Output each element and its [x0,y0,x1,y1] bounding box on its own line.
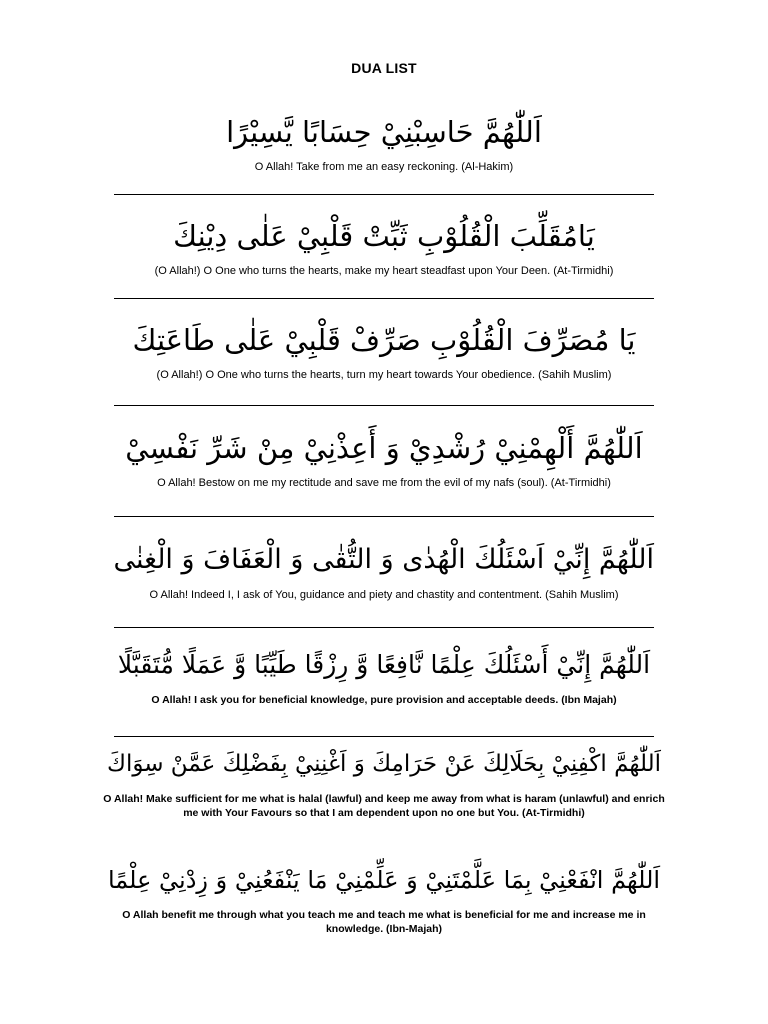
arabic-text: يَا مُصَرِّفَ الْقُلُوْبِ صَرِّفْ قَلْبِيْ عَلٰى طَاعَتِكَ [132,323,636,357]
arabic-text: اَللّٰهُمَّ اكْفِنِيْ بِحَلَالِكَ عَنْ حَرَامِكَ وَ اَغْنِنِيْ بِفَضْلِكَ عَمَّنْ سِوَاكَ [107,751,661,777]
translation-text: O Allah benefit me through what you teach me and teach me what is beneficial for me and increase me in knowledge. (Ibn-Majah) [122,909,646,935]
arabic-text: اَللّٰهُمَّ أَلْهِمْنِيْ رُشْدِيْ وَ أَعِذْنِيْ مِنْ شَرِّ نَفْسِيْ [125,431,643,465]
divider [114,736,654,737]
page-title: DUA LIST [351,60,417,76]
dua-item [114,320,654,382]
translation-text: (O Allah!) O One who turns the hearts, turn my heart towards Your obedience. (Sahih Muslim) [156,369,612,381]
translation-text: O Allah! Bestow on me my rectitude and save me from the evil of my nafs (soul). (At-Tirmidhi) [157,477,611,489]
dua-item [114,645,654,707]
divider [114,405,654,406]
translation-text: O Allah! Take from me an easy reckoning. (Al-Hakim) [254,161,514,173]
dua-item [114,428,654,490]
dua-item [114,216,654,278]
divider [114,298,654,299]
arabic-text: اَللّٰهُمَّ إِنِّيْ اَسْئَلُكَ الْهُدٰى وَ التُّقٰى وَ الْعَفَافَ وَ الْغِنٰى [113,544,654,575]
dua-item [100,860,668,936]
translation-text: O Allah! Indeed I, I ask of You, guidance and piety and chastity and contentment. (Sahih Muslim) [149,589,619,601]
translation-text: O Allah! I ask you for beneficial knowledge, pure provision and acceptable deeds. (Ibn Majah) [151,694,617,706]
translation-text: O Allah! Make sufficient for me what is halal (lawful) and keep me away from what is haram (unlawful) and enrich me with Your Favours so that I am dependent upon no one but You. (At-Tirmidhi) [103,793,665,819]
dua-item [100,744,668,820]
divider [114,194,654,195]
arabic-text: يَامُقَلِّبَ الْقُلُوْبِ ثَبِّتْ قَلْبِيْ عَلٰى دِيْنِكَ [173,219,595,253]
divider [114,627,654,628]
arabic-text: اَللّٰهُمَّ حَاسِبْنِيْ حِسَابًا يَّسِيْرًا [226,115,542,149]
dua-item [114,112,654,174]
divider [114,516,654,517]
arabic-text: اَللّٰهُمَّ إِنِّيْ أَسْئَلُكَ عِلْمًا نَّافِعًا وَّ رِزْقًا طَيِّبًا وَّ عَمَلًا مُّتَقَبَّلًا [117,650,651,679]
translation-text: (O Allah!) O One who turns the hearts, make my heart steadfast upon Your Deen. (At-Tirmidhi) [154,265,614,277]
dua-item [114,540,654,602]
arabic-text: اَللّٰهُمَّ انْفَعْنِيْ بِمَا عَلَّمْتَنِيْ وَ عَلِّمْنِيْ مَا يَنْفَعُنِيْ وَ زِدْنِيْ عِلْمًا [107,866,661,894]
